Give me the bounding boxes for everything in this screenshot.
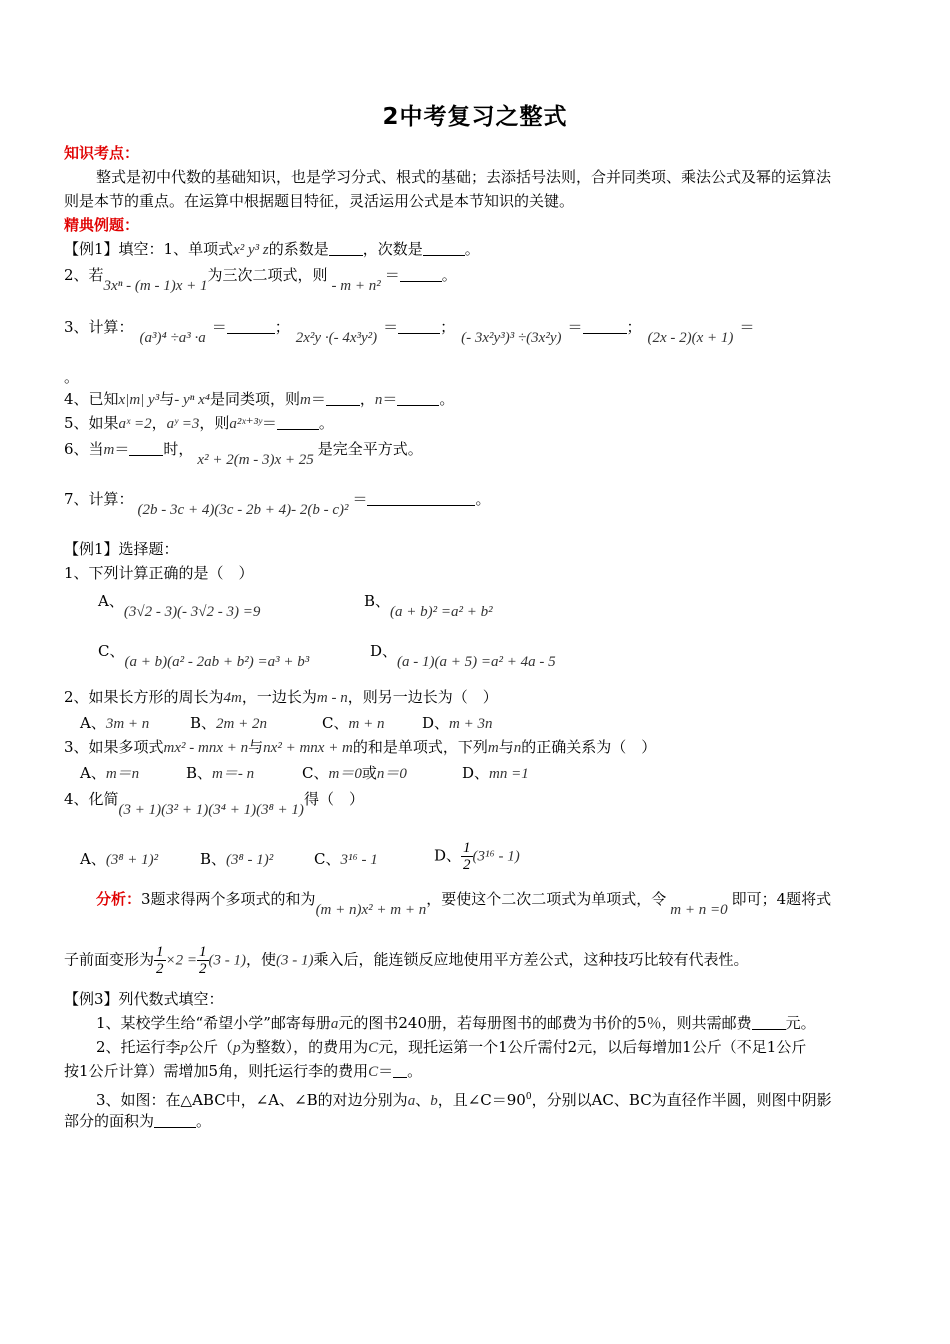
answer-blank[interactable] (326, 391, 360, 406)
ex3-q3-line1 (96, 1086, 832, 1112)
option-math: 3m + n (105, 716, 150, 732)
ex1-q1-end: 。 (464, 240, 480, 258)
ex2-q4-text2: 得（ ） (303, 790, 364, 808)
option-math: (3⁸ - 1)² (226, 852, 274, 868)
option-math: (a - 1)(a + 5) =a² + 4a - 5 (397, 654, 556, 670)
ex2-q4-option-c[interactable] (314, 848, 378, 869)
ex1-q5 (64, 412, 334, 435)
ex2-q3-option-b[interactable] (186, 762, 254, 783)
ex1-q3-sep2: ； (440, 318, 456, 336)
answer-blank[interactable] (227, 319, 275, 334)
ex3-q2-text4: 元，现托运第一个1公斤需付2元，以后每增加1公斤（不足1公斤 (378, 1038, 807, 1056)
ex2-q3-n: n (513, 740, 522, 756)
ex2-q2-text: 2、如果长方形的周长为 (64, 688, 224, 706)
option-math: m＝- n (212, 766, 255, 782)
ex3-q3-text: 3、如图：在△ABC中，∠A、∠B的对边分别为 (96, 1091, 408, 1109)
ex2-q4-option-b[interactable] (200, 848, 273, 869)
ex1-q7-eq: ＝ (352, 490, 368, 508)
ex2-q3-option-c[interactable] (302, 762, 407, 783)
analysis-text: ，使 (246, 950, 277, 969)
analysis-line2 (64, 944, 749, 977)
option-math: (3¹⁶ - 1) (472, 848, 520, 865)
ex1-q7-text: 7、计算： (64, 490, 134, 508)
fraction-numerator: 1 (156, 944, 164, 960)
option-math: 2m + 2n (216, 716, 267, 732)
ex3-q2-line1 (96, 1036, 806, 1059)
option-math: m + 3n (449, 716, 493, 732)
analysis-text: 子前面变形为 (64, 950, 155, 969)
ex1-q3-math4: (2x - 2)(x + 1) (647, 330, 734, 346)
ex3-q3-text3: ，分别以AC、BC为直径作半圆，则图中阴影 (531, 1091, 832, 1109)
ex1-q6-eq: ＝ (114, 440, 130, 458)
ex2-q1: 1、下列计算正确的是（ ） (64, 564, 254, 582)
ex1-q6-math: x² + 2(m - 3)x + 25 (197, 452, 314, 468)
ex2-q3-text2: 的和是单项式，下列 (352, 738, 488, 756)
option-label: A、 (80, 764, 106, 782)
ex2-q2 (64, 686, 498, 709)
ex3-q1-text2: 元的图书240册，若每册图书的邮费为书价的5％，则共需邮费 (338, 1014, 752, 1032)
option-label: C、 (314, 850, 341, 868)
analysis-math: m + n =0 (670, 902, 728, 918)
answer-blank[interactable] (423, 241, 465, 256)
ex1-q3-eq3: ＝ (567, 318, 583, 336)
option-label: B、 (200, 850, 227, 868)
ex1-q4 (64, 388, 454, 411)
option-math: (3√2 - 3)(- 3√2 - 3) =9 (123, 604, 261, 620)
ex3-q2-text5: 按1公斤计算）需增加5角，则托运行李的费用 (64, 1062, 369, 1080)
analysis-text: ，要使这个二次二项式为单项式，令 (426, 890, 667, 908)
ex1-q6 (64, 438, 423, 471)
knowledge-heading: 知识考点： (64, 144, 140, 162)
ex2-q4-option-d[interactable] (434, 840, 520, 873)
option-math: (3⁸ + 1)² (105, 852, 159, 868)
ex3-q3-end: 。 (196, 1112, 212, 1130)
option-label: B、 (186, 764, 213, 782)
option-label: D、 (422, 714, 450, 732)
ex1-q5-math2: aʸ =3 (166, 416, 200, 432)
ex1-q3-eq1: ＝ (211, 318, 227, 336)
ex2-q3-and: 与 (248, 738, 264, 756)
option-math: n＝0 (376, 766, 407, 782)
ex3-q2-math4: C (368, 1064, 379, 1080)
ex1-q5-text: 5、如果 (64, 414, 119, 432)
ex1-q4-and: 与 (159, 390, 175, 408)
ex1-q2-text: 2、若 (64, 266, 104, 284)
option-math: m + n (348, 716, 385, 732)
answer-blank[interactable] (397, 391, 439, 406)
fraction (461, 840, 473, 873)
ex1-q3-eq4: ＝ (739, 318, 755, 336)
ex2-q3 (64, 736, 656, 759)
knowledge-paragraph-line2: 则是本节的重点。在运算中根据题目特征，灵活运用公式是本节知识的关键。 (64, 192, 575, 210)
ex1-q7 (64, 488, 491, 521)
examples-heading: 精典例题： (64, 216, 140, 234)
ex1-q3-end: 。 (64, 368, 80, 386)
ex2-q3-text3: 的正确关系为（ ） (521, 738, 657, 756)
analysis-line1 (96, 888, 831, 921)
answer-blank[interactable] (329, 241, 363, 256)
ex1-q4-text: 4、已知 (64, 390, 119, 408)
option-label: D、 (462, 764, 490, 782)
option-math: (a + b)² =a² + b² (390, 604, 493, 620)
ex2-q2-option-d[interactable] (422, 712, 493, 733)
ex1-q5-math3: a²ˣ⁺³ʸ (229, 416, 262, 432)
fraction (154, 944, 166, 977)
ex2-q3-text: 3、如果多项式 (64, 738, 164, 756)
analysis-label: 分析： (96, 890, 142, 908)
ex2-q1-option-c[interactable] (98, 640, 309, 671)
ex1-q5-math1: aˣ =2 (118, 416, 152, 432)
ex3-q3-text4: 部分的面积为 (64, 1112, 155, 1130)
option-math: 3¹⁶ - 1 (340, 852, 378, 868)
ex3-q1-math: a (330, 1016, 339, 1032)
ex1-q1 (64, 238, 480, 261)
ex3-q2-text: 2、托运行李 (96, 1038, 181, 1056)
option-label: C、 (322, 714, 349, 732)
ex1-q3 (64, 316, 754, 349)
ex2-heading: 【例1】选择题： (64, 540, 179, 558)
ex1-q3-math2: 2x²y ·(- 4x³y²) (295, 330, 378, 346)
ex2-q2-text2: ，一边长为 (241, 688, 317, 706)
ex2-q4-math: (3 + 1)(3² + 1)(3⁴ + 1)(3⁸ + 1) (118, 802, 304, 818)
ex1-q3-text: 3、计算： (64, 318, 134, 336)
ex1-q3-eq2: ＝ (383, 318, 399, 336)
option-or: 或 (361, 764, 377, 782)
ex1-q1-degree-text: ，次数是 (362, 240, 423, 258)
ex2-q2-option-a[interactable] (80, 712, 149, 733)
ex1-q1-coef-text: 的系数是 (268, 240, 329, 258)
analysis-text: 即可；4题将式 (731, 890, 832, 908)
answer-blank[interactable] (154, 1113, 196, 1128)
ex1-q7-math: (2b - 3c + 4)(3c - 2b + 4)- 2(b - c)² (137, 502, 349, 518)
ex2-q2-math1: 4m (223, 690, 242, 706)
ex3-q3-math1: a (407, 1093, 416, 1109)
ex1-q6-when: 时， (163, 440, 194, 458)
ex1-q2-cond: 为三次二项式，则 (207, 266, 328, 284)
ex1-q6-m: m (103, 442, 115, 458)
ex1-q4-n: n (374, 392, 383, 408)
fraction-denominator: 2 (463, 857, 471, 873)
option-math: mn =1 (489, 766, 529, 782)
ex3-q3-text2: ，且∠C＝90 (437, 1091, 526, 1109)
ex2-q3-m: m (487, 740, 499, 756)
ex2-q4 (64, 788, 364, 821)
option-label: A、 (80, 850, 106, 868)
analysis-text: 乘入后，能连锁反应地使用平方差公式，这种技巧比较有代表性。 (313, 950, 749, 969)
answer-blank[interactable] (398, 319, 440, 334)
ex2-q3-math2: nx² + mnx + m (263, 740, 353, 756)
answer-blank[interactable] (129, 441, 163, 456)
ex1-q2-math: 3xⁿ - (m - 1)x + 1 (103, 278, 208, 294)
answer-blank[interactable] (400, 267, 442, 282)
ex1-q2-math2: - m + n² (331, 278, 381, 294)
ex2-q3-option-a[interactable] (80, 762, 139, 783)
ex1-q6-end: 是完全平方式。 (317, 440, 423, 458)
ex3-q2-text3: 为整数），的费用为 (240, 1038, 369, 1056)
ex3-q2-line2 (64, 1060, 422, 1083)
ex1-q1-math: x² y³ z (233, 242, 269, 258)
option-label: A、 (80, 714, 106, 732)
fraction-denominator: 2 (199, 961, 207, 977)
knowledge-paragraph-line1: 整式是初中代数的基础知识，也是学习分式、根式的基础；去添括号法则，合并同类项、乘法公式及幂的运算法 (96, 168, 832, 186)
option-math: m＝0 (328, 766, 362, 782)
ex2-q2-text3: ，则另一边长为（ ） (347, 688, 498, 706)
fraction (197, 944, 209, 977)
ex1-q4-cond: 是同类项，则 (209, 390, 300, 408)
answer-blank[interactable] (367, 491, 475, 506)
ex2-q4-option-a[interactable] (80, 848, 158, 869)
page-title: 2中考复习之整式 (382, 104, 568, 130)
ex2-q1-option-d[interactable] (370, 640, 556, 671)
ex1-q7-end: 。 (475, 490, 491, 508)
ex3-q1 (96, 1012, 816, 1035)
ex1-q3-math3: (- 3x²y³)³ ÷(3x²y) (461, 330, 562, 346)
fraction-numerator: 1 (463, 840, 471, 856)
ex3-q1-end: 元。 (785, 1014, 816, 1032)
ex2-q4-text: 4、化简 (64, 790, 119, 808)
option-label: B、 (364, 592, 391, 610)
ex1-q4-sep: ， (359, 390, 375, 408)
ex1-q3-sep3: ； (626, 318, 642, 336)
ex1-q1-text: 【例1】填空：1、单项式 (64, 240, 234, 258)
analysis-math: (3 - 1) (208, 952, 247, 969)
ex3-q2-end: 。 (407, 1062, 423, 1080)
option-label: C、 (302, 764, 329, 782)
option-math: m＝n (105, 766, 140, 782)
ex3-q2-math3: C (368, 1040, 379, 1056)
ex3-q2-math: p (180, 1040, 189, 1056)
ex2-q2-option-b[interactable] (190, 712, 267, 733)
analysis-text: 3题求得两个多项式的和为 (141, 890, 316, 908)
ex1-q4-m: m (299, 392, 311, 408)
ex3-q2-text2: 公斤（ (188, 1038, 234, 1056)
ex2-q3-math1: mx² - mnx + n (163, 740, 249, 756)
ex1-q4-math2: - yⁿ x⁴ (174, 392, 210, 408)
ex2-q2-option-c[interactable] (322, 712, 384, 733)
ex3-q3-line2 (64, 1110, 211, 1132)
answer-blank[interactable] (277, 415, 319, 430)
fraction-numerator: 1 (199, 944, 207, 960)
answer-blank[interactable] (393, 1063, 407, 1078)
ex1-q4-eq2: ＝ (382, 390, 398, 408)
ex1-q2 (64, 264, 457, 297)
degree-superscript: 0 (525, 1092, 532, 1102)
option-label: D、 (370, 642, 398, 660)
fraction-denominator: 2 (156, 961, 164, 977)
ex1-q4-eq1: ＝ (310, 390, 326, 408)
ex2-q1-option-a[interactable] (98, 590, 260, 621)
ex1-q3-sep1: ； (274, 318, 290, 336)
analysis-math: (3 - 1) (276, 952, 314, 969)
ex1-q2-eq: ＝ (384, 266, 400, 284)
ex1-q3-math1: (a³)⁴ ÷a³ ·a (139, 330, 206, 346)
ex3-q2-eq: ＝ (378, 1062, 394, 1080)
answer-blank[interactable] (752, 1015, 786, 1030)
ex2-q3-option-d[interactable] (462, 762, 529, 783)
ex1-q5-end: 。 (318, 414, 334, 432)
ex1-q5-then: ，则 (199, 414, 230, 432)
ex3-heading: 【例3】列代数式填空： (64, 990, 224, 1008)
option-label: A、 (98, 592, 124, 610)
ex1-q6-text: 6、当 (64, 440, 104, 458)
option-label: B、 (190, 714, 217, 732)
ex3-q2-math2: p (233, 1040, 241, 1056)
analysis-math: (m + n)x² + m + n (315, 902, 427, 918)
ex1-q2-end: 。 (441, 266, 457, 284)
option-label: C、 (98, 642, 125, 660)
analysis-math: ×2 = (165, 952, 198, 969)
ex3-q1-text: 1、某校学生给“希望小学”邮寄每册 (96, 1014, 331, 1032)
answer-blank[interactable] (583, 319, 627, 334)
ex2-q1-option-b[interactable] (364, 590, 493, 621)
ex1-q4-end: 。 (439, 390, 455, 408)
ex2-q2-math2: m - n (316, 690, 348, 706)
option-math: (a + b)(a² - 2ab + b²) =a³ + b³ (124, 654, 310, 670)
ex1-q5-sep: ， (151, 414, 167, 432)
option-label: D、 (434, 846, 462, 865)
ex3-q3-math2: b (430, 1093, 438, 1109)
ex1-q5-eq: ＝ (261, 414, 277, 432)
ex3-q3-sep: 、 (415, 1091, 431, 1109)
ex1-q4-math1: x|m| y³ (118, 392, 160, 408)
ex2-q3-and2: 与 (498, 738, 514, 756)
